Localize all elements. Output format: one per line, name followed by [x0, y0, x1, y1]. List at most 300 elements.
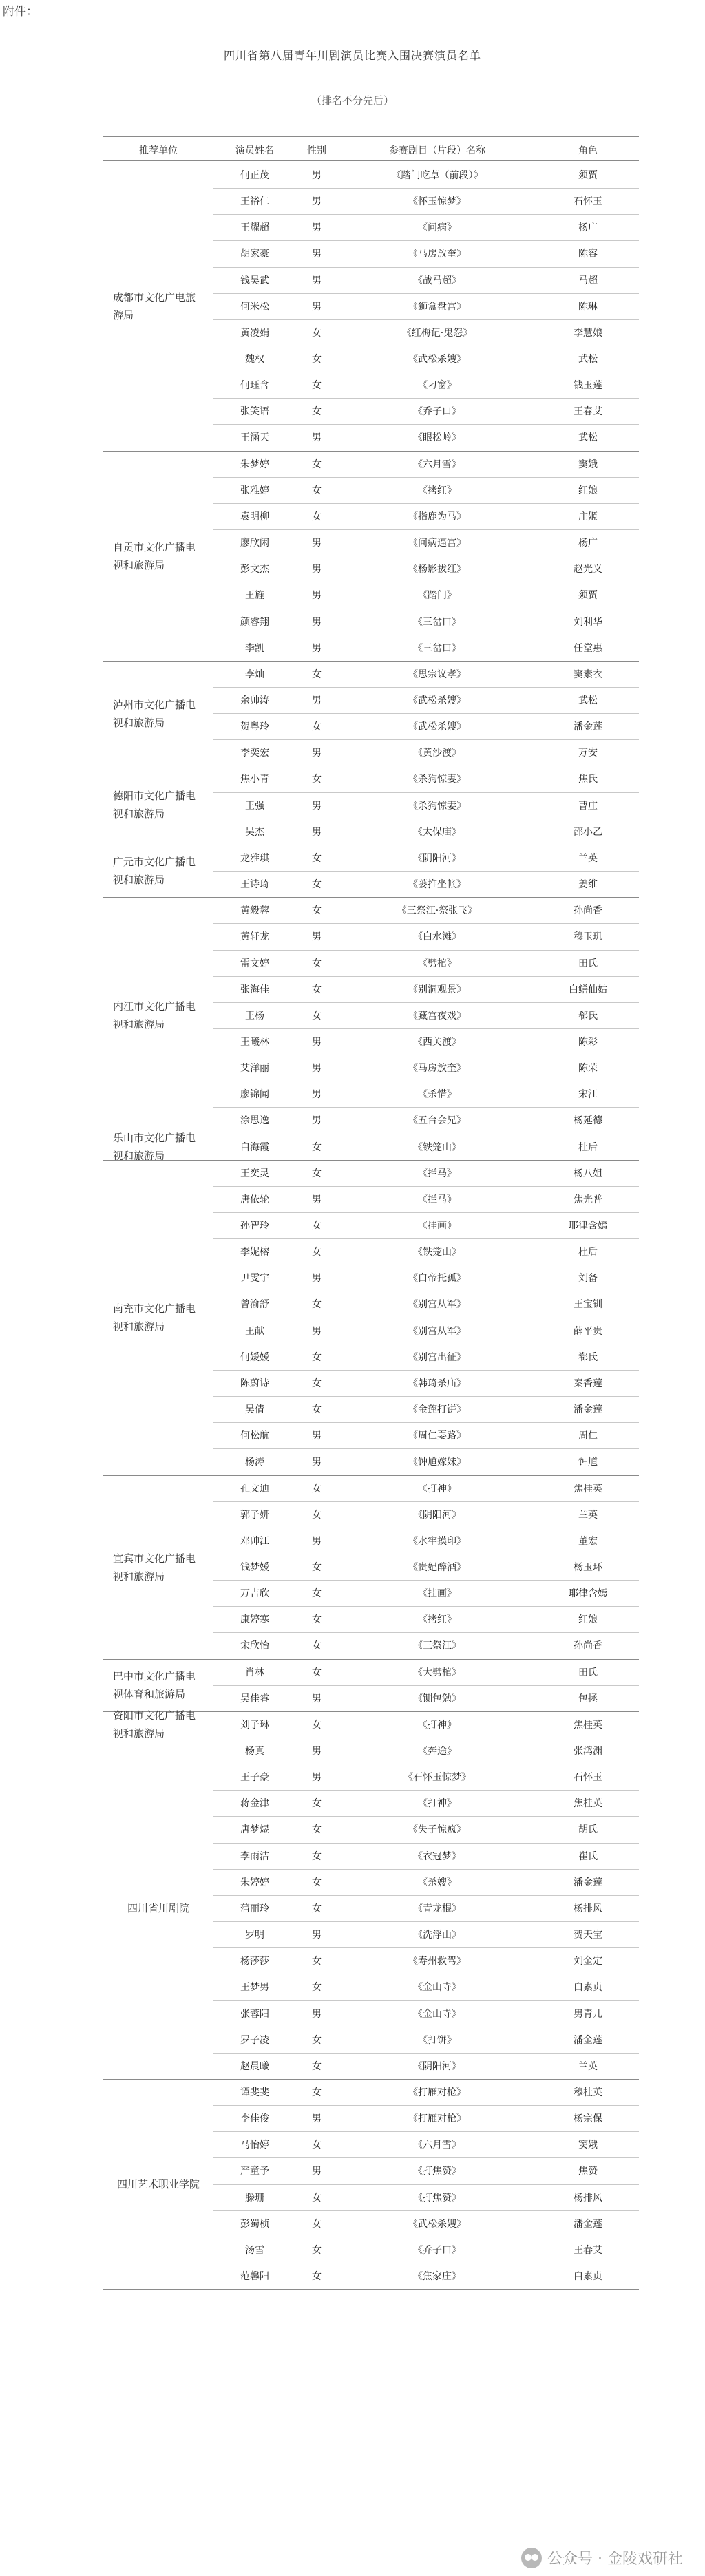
cell-repertoire: 《问病》 [418, 222, 456, 233]
cell-name: 张笑语 [240, 406, 269, 417]
cell-role: 白鳝仙姑 [569, 984, 607, 995]
group-unit-label: 成都市文化广电旅 游局 [113, 291, 196, 321]
cell-role: 潘金莲 [574, 2219, 602, 2230]
cell-gender: 男 [312, 2113, 322, 2124]
cell-name: 钱昊武 [240, 275, 269, 286]
cell-role: 包拯 [578, 1693, 598, 1704]
header-repertoire: 参赛剧目（片段）名称 [389, 145, 485, 156]
cell-gender: 男 [312, 196, 322, 207]
cell-gender: 女 [312, 1378, 322, 1389]
cell-name: 王耀超 [240, 222, 269, 233]
cell-repertoire: 《乔子口》 [413, 2245, 461, 2256]
group-unit-label: 广元市文化广播电 视和旅游局 [113, 856, 196, 886]
cell-role: 陈彩 [578, 1037, 598, 1048]
cell-role: 潘金莲 [574, 1404, 602, 1415]
cell-name: 王强 [245, 801, 264, 812]
group-unit [103, 1738, 213, 2079]
cell-name: 谭斐斐 [240, 2087, 269, 2098]
cell-gender: 女 [312, 1824, 322, 1835]
header-name: 演员姓名 [235, 145, 274, 156]
cell-role: 焦赞 [578, 2166, 598, 2177]
cell-name: 李奕宏 [240, 748, 269, 759]
cell-repertoire: 《别宫从军》 [408, 1326, 466, 1337]
cell-name: 张蓉阳 [240, 2009, 269, 2020]
cell-name: 袁明柳 [240, 511, 269, 522]
cell-gender: 女 [312, 1221, 322, 1232]
cell-name: 黄毅蓉 [240, 905, 269, 916]
cell-role: 王春艾 [574, 406, 602, 417]
cell-name: 王曦林 [240, 1037, 269, 1048]
cell-gender: 女 [312, 905, 322, 916]
cell-repertoire: 《铡包勉》 [413, 1693, 461, 1704]
cell-name: 何媛媛 [240, 1352, 269, 1363]
cell-name: 朱婷婷 [240, 1877, 269, 1888]
cell-name: 李凯 [245, 643, 264, 654]
cell-name: 白海霞 [240, 1142, 269, 1153]
cell-repertoire: 《黄沙渡》 [413, 748, 461, 759]
cell-role: 石怀玉 [574, 196, 602, 207]
cell-name: 雷文婷 [240, 958, 269, 969]
cell-name: 涂思逸 [240, 1115, 269, 1126]
cell-repertoire: 《挂画》 [418, 1221, 456, 1232]
cell-repertoire: 《失子惊疯》 [408, 1824, 466, 1835]
cell-gender: 女 [312, 1956, 322, 1967]
cell-repertoire: 《打雁对枪》 [408, 2113, 466, 2124]
cell-gender: 女 [312, 1299, 322, 1310]
cell-role: 须贾 [578, 170, 598, 181]
cell-gender: 女 [312, 2087, 322, 2098]
group-unit-label: 泸州市文化广播电 视和旅游局 [113, 698, 196, 729]
cell-name: 余帅涛 [240, 695, 269, 706]
cell-repertoire: 《踏门》 [418, 590, 456, 601]
cell-repertoire: 《马房放奎》 [408, 249, 466, 260]
cell-name: 唐依轮 [240, 1194, 269, 1205]
cell-repertoire: 《五台会兄》 [408, 1115, 466, 1126]
cell-role: 武松 [578, 695, 598, 706]
cell-gender: 女 [312, 958, 322, 969]
cell-name: 孙智玲 [240, 1221, 269, 1232]
cell-gender: 女 [312, 2035, 322, 2046]
group-unit [103, 766, 213, 844]
cell-name: 贺粤玲 [240, 721, 269, 732]
cell-gender: 女 [312, 380, 322, 391]
group-unit [103, 1134, 213, 1160]
cell-repertoire: 《三岔口》 [413, 643, 461, 654]
cell-name: 尹雯宇 [240, 1273, 269, 1284]
cell-name: 曾渝舒 [240, 1299, 269, 1310]
cell-name: 肖林 [245, 1667, 264, 1678]
cell-gender: 男 [312, 617, 322, 628]
cell-role: 焦桂英 [574, 1720, 602, 1731]
cell-gender: 女 [312, 2245, 322, 2256]
cell-name: 廖锦闻 [240, 1089, 269, 1100]
cell-repertoire: 《乔子口》 [413, 406, 461, 417]
cell-name: 王子豪 [240, 1772, 269, 1783]
cell-gender: 男 [312, 1536, 322, 1547]
cell-role: 白素贞 [574, 1982, 602, 1993]
cell-name: 张雅婷 [240, 485, 269, 496]
cell-gender: 女 [312, 1562, 322, 1573]
group-unit-label: 南充市文化广播电 视和旅游局 [113, 1302, 196, 1333]
cell-role: 窦娥 [578, 459, 598, 470]
cell-name: 陈蔚诗 [240, 1378, 269, 1389]
group-unit-label: 乐山市文化广播电 视和旅游局 [113, 1132, 196, 1162]
header-role: 角色 [578, 145, 598, 156]
cell-repertoire: 《铁笼山》 [413, 1247, 461, 1258]
cell-role: 田氏 [578, 1667, 598, 1678]
cell-repertoire: 《藏宫夜戏》 [408, 1011, 466, 1022]
cell-repertoire: 《洗浮山》 [413, 1930, 461, 1941]
cell-repertoire: 《青龙棍》 [413, 1903, 461, 1914]
cell-gender: 男 [312, 590, 322, 601]
cell-gender: 女 [312, 2061, 322, 2072]
cell-repertoire: 《杀狗惊妻》 [408, 774, 466, 785]
cell-role: 钟馗 [578, 1457, 598, 1468]
cell-name: 黄凌娟 [240, 328, 269, 339]
cell-repertoire: 《打神》 [418, 1720, 456, 1731]
cell-repertoire: 《贵妃醉酒》 [408, 1562, 466, 1573]
cell-role: 贺天宝 [574, 1930, 602, 1941]
cell-role: 杨宗保 [574, 2113, 602, 2124]
cell-role: 赵光义 [574, 564, 602, 575]
cell-name: 王涵天 [240, 432, 269, 443]
cell-role: 薛平贵 [574, 1326, 602, 1337]
cell-role: 焦光普 [574, 1194, 602, 1205]
cell-name: 吴倩 [245, 1404, 264, 1415]
cell-role: 潘金莲 [574, 2035, 602, 2046]
cell-role: 孙尚香 [574, 1640, 602, 1651]
cell-role: 红娘 [578, 485, 598, 496]
cell-role: 秦香莲 [574, 1378, 602, 1389]
cell-name: 何松航 [240, 1430, 269, 1442]
cell-name: 龙雅琪 [240, 853, 269, 864]
cell-gender: 男 [312, 1772, 322, 1783]
cell-gender: 女 [312, 1877, 322, 1888]
cell-name: 李雨洁 [240, 1851, 269, 1862]
cell-gender: 男 [312, 1273, 322, 1284]
cell-gender: 女 [312, 879, 322, 890]
cell-name: 杨莎莎 [240, 1956, 269, 1967]
group-unit [103, 897, 213, 1133]
cell-role: 武松 [578, 354, 598, 365]
cell-role: 陈琳 [578, 302, 598, 313]
watermark-text: 公众号 · 金陵戏研社 [547, 2551, 683, 2568]
cell-role: 刘利华 [574, 617, 602, 628]
cell-repertoire: 《怀玉惊梦》 [408, 196, 466, 207]
cell-repertoire: 《奔途》 [418, 1746, 456, 1757]
cell-name: 罗子凌 [240, 2035, 269, 2046]
cell-gender: 男 [312, 249, 322, 260]
cell-name: 宋欣怡 [240, 1640, 269, 1651]
cell-repertoire: 《武松杀嫂》 [408, 2219, 466, 2230]
cell-gender: 男 [312, 1693, 322, 1704]
group-unit-label: 资阳市文化广播电 视和旅游局 [113, 1709, 196, 1740]
cell-gender: 男 [312, 2166, 322, 2177]
cell-repertoire: 《金莲打饼》 [408, 1404, 466, 1415]
group-divider [103, 2289, 639, 2290]
cell-repertoire: 《六月雪》 [413, 2140, 461, 2151]
cell-role: 兰英 [578, 853, 598, 864]
cell-gender: 男 [312, 302, 322, 313]
table-top-border [103, 136, 639, 137]
cell-repertoire: 《铁笼山》 [413, 1142, 461, 1153]
cell-gender: 男 [312, 432, 322, 443]
cell-repertoire: 《打饼》 [418, 2035, 456, 2046]
cell-role: 王宝钏 [574, 1299, 602, 1310]
cell-role: 杨广 [578, 222, 598, 233]
cell-gender: 男 [312, 1326, 322, 1337]
cell-gender: 女 [312, 1352, 322, 1363]
cell-gender: 女 [312, 2219, 322, 2230]
cell-name: 王旌 [245, 590, 264, 601]
header-bottom-border [103, 160, 639, 161]
cell-role: 耶律含嫣 [569, 1221, 607, 1232]
page-subtitle: （排名不分先后） [311, 94, 394, 107]
group-unit-label: 四川省川剧院 [127, 1902, 189, 1914]
cell-gender: 男 [312, 564, 322, 575]
cell-gender: 男 [312, 1037, 322, 1048]
cell-role: 崔氏 [578, 1851, 598, 1862]
cell-repertoire: 《打神》 [418, 1798, 456, 1809]
cell-gender: 女 [312, 669, 322, 680]
cell-name: 何正茂 [240, 170, 269, 181]
cell-repertoire: 《水牢摸印》 [408, 1536, 466, 1547]
cell-role: 庄姬 [578, 511, 598, 522]
cell-gender: 女 [312, 853, 322, 864]
cell-repertoire: 《眼松岭》 [413, 432, 461, 443]
cell-role: 兰英 [578, 1510, 598, 1521]
cell-name: 王梦男 [240, 1982, 269, 1993]
cell-repertoire: 《打焦赞》 [413, 2166, 461, 2177]
cell-repertoire: 《杀狗惊妻》 [408, 801, 466, 812]
cell-gender: 女 [312, 1011, 322, 1022]
cell-role: 窦娥 [578, 2140, 598, 2151]
cell-role: 耶律含嫣 [569, 1588, 607, 1599]
cell-repertoire: 《思宗议孝》 [408, 669, 466, 680]
cell-gender: 男 [312, 1746, 322, 1757]
cell-name: 马怡婷 [240, 2140, 269, 2151]
group-unit [103, 845, 213, 897]
cell-repertoire: 《武松杀嫂》 [408, 354, 466, 365]
cell-gender: 男 [312, 1457, 322, 1468]
group-unit [103, 162, 213, 451]
cell-gender: 女 [312, 485, 322, 496]
cell-gender: 女 [312, 1667, 322, 1678]
cell-gender: 女 [312, 2271, 322, 2282]
cell-name: 汤雪 [245, 2245, 264, 2256]
cell-gender: 男 [312, 695, 322, 706]
cell-repertoire: 《战马超》 [413, 275, 461, 286]
cell-role: 田氏 [578, 958, 598, 969]
cell-role: 钱玉莲 [574, 380, 602, 391]
cell-repertoire: 《武松杀嫂》 [408, 721, 466, 732]
cell-gender: 女 [312, 459, 322, 470]
cell-gender: 男 [312, 801, 322, 812]
cell-gender: 男 [312, 1115, 322, 1126]
cell-role: 王春艾 [574, 2245, 602, 2256]
cell-role: 穆桂英 [574, 2087, 602, 2098]
cell-repertoire: 《石怀玉惊梦》 [403, 1772, 471, 1783]
cell-repertoire: 《阴阳河》 [413, 853, 461, 864]
cell-role: 胡氏 [578, 1824, 598, 1835]
cell-gender: 男 [312, 1930, 322, 1941]
cell-role: 潘金莲 [574, 1877, 602, 1888]
cell-role: 邵小乙 [574, 827, 602, 838]
group-unit [103, 661, 213, 766]
cell-gender: 男 [312, 170, 322, 181]
cell-gender: 男 [312, 643, 322, 654]
cell-gender: 女 [312, 1851, 322, 1862]
cell-role: 男青儿 [574, 2009, 602, 2020]
cell-role: 万安 [578, 748, 598, 759]
cell-name: 唐梦煜 [240, 1824, 269, 1835]
cell-gender: 女 [312, 774, 322, 785]
cell-gender: 女 [312, 1640, 322, 1651]
group-unit-label: 宜宾市文化广播电 视和旅游局 [113, 1552, 196, 1583]
cell-repertoire: 《拷红》 [418, 485, 456, 496]
group-unit-label: 自贡市文化广播电 视和旅游局 [113, 540, 196, 571]
cell-name: 颜睿翔 [240, 617, 269, 628]
cell-gender: 男 [312, 538, 322, 549]
cell-name: 蒲丽玲 [240, 1903, 269, 1914]
cell-role: 白素贞 [574, 2271, 602, 2282]
cell-role: 宋江 [578, 1089, 598, 1100]
cell-name: 郭子妍 [240, 1510, 269, 1521]
cell-name: 李佳俊 [240, 2113, 269, 2124]
cell-name: 魏权 [245, 354, 264, 365]
cell-gender: 女 [312, 1798, 322, 1809]
cell-repertoire: 《白水滩》 [413, 931, 461, 942]
cell-name: 王奕灵 [240, 1168, 269, 1179]
cell-role: 杨排风 [574, 1903, 602, 1914]
cell-repertoire: 《打雁对枪》 [408, 2087, 466, 2098]
cell-role: 焦氏 [578, 774, 598, 785]
cell-repertoire: 《金山寺》 [413, 1982, 461, 1993]
cell-name: 彭文杰 [240, 564, 269, 575]
cell-name: 滕珊 [245, 2193, 264, 2204]
cell-name: 廖欣闲 [240, 538, 269, 549]
cell-name: 刘子琳 [240, 1720, 269, 1731]
cell-name: 范馨阳 [240, 2271, 269, 2282]
cell-role: 红娘 [578, 1614, 598, 1625]
cell-repertoire: 《周仁耍路》 [408, 1430, 466, 1442]
watermark [521, 2547, 683, 2568]
cell-role: 陈容 [578, 249, 598, 260]
cell-gender: 女 [312, 1484, 322, 1495]
cell-name: 康婷寒 [240, 1614, 269, 1625]
cell-name: 李妮榕 [240, 1247, 269, 1258]
cell-role: 董宏 [578, 1536, 598, 1547]
cell-name: 杨涛 [245, 1457, 264, 1468]
cell-name: 杨真 [245, 1746, 264, 1757]
cell-role: 曹庄 [578, 801, 598, 812]
cell-repertoire: 《别宫从军》 [408, 1299, 466, 1310]
cell-repertoire: 《马房放奎》 [408, 1063, 466, 1074]
cell-repertoire: 《刁窗》 [418, 380, 456, 391]
cell-gender: 男 [312, 1194, 322, 1205]
cell-role: 兰英 [578, 2061, 598, 2072]
group-unit [103, 1711, 213, 1738]
cell-name: 王裕仁 [240, 196, 269, 207]
cell-gender: 女 [312, 1168, 322, 1179]
cell-role: 武松 [578, 432, 598, 443]
cell-repertoire: 《挂画》 [418, 1588, 456, 1599]
header-unit: 推荐单位 [139, 145, 178, 156]
group-unit [103, 451, 213, 661]
cell-role: 杜后 [578, 1142, 598, 1153]
cell-name: 王杨 [245, 1011, 264, 1022]
wechat-icon [521, 2548, 542, 2568]
cell-gender: 男 [312, 1063, 322, 1074]
cell-name: 朱梦婷 [240, 459, 269, 470]
cell-role: 穆玉玑 [574, 931, 602, 942]
cell-repertoire: 《阴阳河》 [413, 2061, 461, 2072]
cell-name: 黄轩龙 [240, 931, 269, 942]
cell-gender: 男 [312, 222, 322, 233]
cell-role: 李慧娘 [574, 328, 602, 339]
cell-repertoire: 《狮盒盘宫》 [408, 302, 466, 313]
cell-gender: 女 [312, 1982, 322, 1993]
cell-name: 万吉欣 [240, 1588, 269, 1599]
cell-gender: 女 [312, 1720, 322, 1731]
cell-name: 钱梦媛 [240, 1562, 269, 1573]
cell-repertoire: 《打焦赞》 [413, 2193, 461, 2204]
group-unit-label: 四川艺术职业学院 [116, 2177, 200, 2190]
cell-role: 任堂惠 [574, 643, 602, 654]
cell-role: 焦桂英 [574, 1798, 602, 1809]
cell-name: 彭蜀桢 [240, 2219, 269, 2230]
cell-role: 陈荣 [578, 1063, 598, 1074]
cell-gender: 男 [312, 275, 322, 286]
cell-name: 王诗琦 [240, 879, 269, 890]
cell-gender: 女 [312, 1510, 322, 1521]
cell-role: 郗氏 [578, 1011, 598, 1022]
cell-repertoire: 《拷红》 [418, 1614, 456, 1625]
cell-repertoire: 《问病逼宫》 [408, 538, 466, 549]
cell-name: 王献 [245, 1326, 264, 1337]
cell-role: 刘金定 [574, 1956, 602, 1967]
cell-gender: 女 [312, 328, 322, 339]
cell-repertoire: 《杀嫂》 [418, 1877, 456, 1888]
cell-repertoire: 《劈棺》 [418, 958, 456, 969]
cell-role: 石怀玉 [574, 1772, 602, 1783]
group-unit-label: 内江市文化广播电 视和旅游局 [113, 1000, 196, 1031]
header-gender: 性别 [307, 145, 326, 156]
cell-gender: 男 [312, 1089, 322, 1100]
cell-role: 窦素衣 [574, 669, 602, 680]
cell-gender: 女 [312, 1404, 322, 1415]
group-unit [103, 1475, 213, 1659]
cell-gender: 女 [312, 2140, 322, 2151]
cell-repertoire: 《杀惜》 [418, 1089, 456, 1100]
cell-repertoire: 《金山寺》 [413, 2009, 461, 2020]
cell-role: 张鸿渊 [574, 1746, 602, 1757]
cell-role: 杜后 [578, 1247, 598, 1258]
cell-gender: 女 [312, 1142, 322, 1153]
cell-repertoire: 《太保庙》 [413, 827, 461, 838]
cell-repertoire: 《杨影拔红》 [408, 564, 466, 575]
cell-role: 潘金莲 [574, 721, 602, 732]
cell-role: 杨延德 [574, 1115, 602, 1126]
cell-name: 吴杰 [245, 827, 264, 838]
cell-repertoire: 《三岔口》 [413, 617, 461, 628]
cell-gender: 女 [312, 1614, 322, 1625]
cell-name: 李灿 [245, 669, 264, 680]
cell-name: 焦小青 [240, 774, 269, 785]
cell-role: 马超 [578, 275, 598, 286]
cell-repertoire: 《阴阳河》 [413, 1510, 461, 1521]
cell-repertoire: 《武松杀嫂》 [408, 695, 466, 706]
